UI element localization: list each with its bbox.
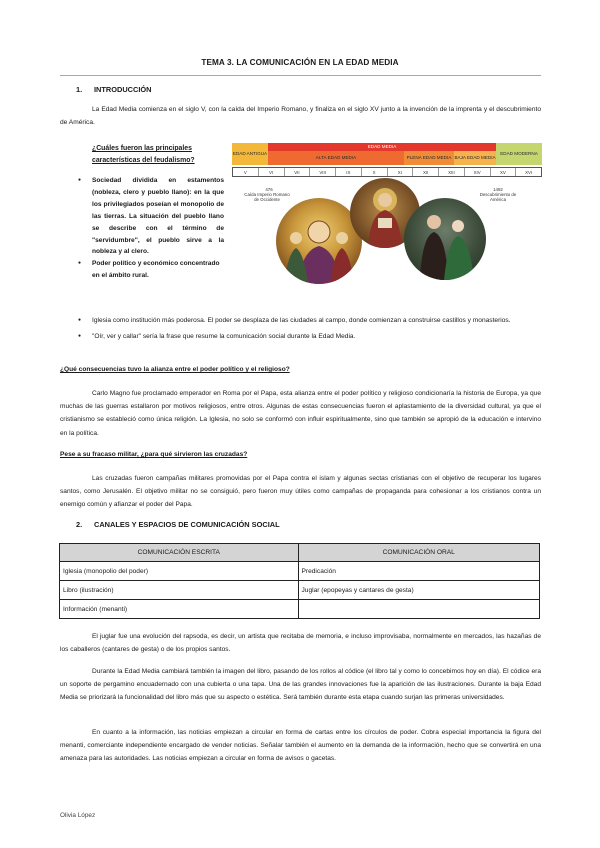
alliance-paragraph: Carlo Magno fue proclamado emperador en Roma por el Papa, esta alianza entre el poder político y religioso condicionaría la historia de Europa, ya que muchas de las guerras estallaron por motivos religiosos, entre otros. Algunas de estas consecuencias fueron el aplastamiento de la diversidad cultural, ya que el cristianismo se estableció como única religión. La Iglesia, no solo se conformó con influir espiritualmente, sino que también se apropió de la educación e intervino en la política.: [60, 390, 541, 437]
timeline-note-476-year: 476: [265, 187, 273, 192]
alliance-question: ¿Qué consecuencias tuvo la alianza entre el poder político y el religioso?: [60, 366, 290, 373]
section-number: 2.: [76, 520, 83, 529]
century-tick: VI: [259, 168, 285, 176]
feudalism-list: [78, 175, 224, 282]
section-number: 1.: [76, 85, 83, 94]
timeline-segment: EDAD MEDIA: [268, 143, 496, 151]
century-tick: XII: [413, 168, 439, 176]
century-tick: V: [233, 168, 259, 176]
list-item: ● Poder político y económico concentrado en el ámbito rural.: [78, 258, 224, 282]
timeline-segment: ALTA EDAD MEDIA: [268, 151, 404, 165]
page-footer-author: Olivia López: [60, 812, 96, 819]
list-item: ● Sociedad dividida en estamentos (nobleza, clero y pueblo llano): en la que los privilegiados poseían el monopolio de las tierras. La situación del pueblo llano se describe con el término de "servidumbre", el pueblo sirve a la nobleza y al clero.: [78, 175, 224, 258]
list-item: ● "Oír, ver y callar" sería la frase que resume la comunicación social durante la Edad Media.: [78, 331, 548, 343]
timeline-segment: EDAD MODERNA: [496, 143, 542, 165]
crusades-question: Pese a su fracaso militar, ¿para qué sirvieron las cruzadas?: [60, 451, 248, 458]
middle-ages-timeline: [232, 143, 542, 183]
table-row: [60, 562, 540, 581]
list-item: ● Iglesia como institución más poderosa. El poder se desplaza de las ciudades al campo, donde comienzan a construirse castillos y monasterios.: [78, 315, 548, 327]
crusades-paragraph: Las cruzadas fueron campañas militares promovidas por el Papa contra el islam y algunas sectas cristianas con el objetivo de recuperar los lugares santos, como Jerusalén. El objetivo militar no se consiguió, pero fueron muy útiles como campañas de propaganda para cohesionar a los cristianos contra un enemigo común y afianzar el poder del Papa.: [60, 475, 541, 509]
table-header: COMUNICACIÓN ESCRITA: [60, 544, 299, 562]
table-row: [60, 581, 540, 600]
century-tick: XVI: [525, 170, 533, 175]
century-tick: XIV: [465, 168, 491, 176]
table-cell: Predicación: [298, 562, 540, 581]
renaissance-painting-image: [404, 198, 486, 280]
century-tick: X: [362, 168, 388, 176]
feudalism-list-continued: [78, 315, 548, 343]
timeline-note-1492-year: 1492: [493, 187, 503, 192]
section-heading-1: [76, 85, 151, 94]
juglar-paragraph: El juglar fue una evolución del rapsoda, es decir, un artista que recitaba de memoria, e incluso improvisaba, normalmente en mercados, las hazañas de los caballeros (cantares de gesta) o de los propios santos.: [60, 633, 541, 654]
feudalism-question: ¿Cuáles fueron las principales características del feudalismo?: [92, 145, 195, 164]
communication-table: [59, 543, 540, 619]
section-heading-2: [76, 520, 280, 529]
intro-paragraph: La Edad Media comienza en el siglo V, con la caída del Imperio Romano, y finaliza en el siglo XV junto a la invención de la imprenta y el descubrimiento de América.: [60, 106, 541, 127]
table-cell: [298, 600, 540, 619]
century-tick: XI: [388, 168, 414, 176]
timeline-segment: PLENA EDAD MEDIA: [404, 151, 454, 165]
table-cell: Juglar (epopeyas y cantares de gesta): [298, 581, 540, 600]
table-row: [60, 600, 540, 619]
century-tick: VIII: [310, 168, 336, 176]
book-paragraph: Durante la Edad Media cambiará también la imagen del libro, pasando de los rollos al códice (el libro tal y como lo concebimos hoy en día). El códice era un soporte de pergamino encuadernado con una cubierta o una tapa. Una de las grandes innovaciones fue la aparición de las ilustraciones. Durante la baja Edad Media se priorizará la funcionalidad del libro más que su aspecto o estética. Será también durante esta etapa cuando surjan las primeras universidades.: [60, 668, 541, 702]
table-header: COMUNICACIÓN ORAL: [298, 544, 540, 562]
century-scale: [232, 167, 542, 177]
title-divider: [60, 75, 541, 76]
document-title: TEMA 3. LA COMUNICACIÓN EN LA EDAD MEDIA: [201, 58, 399, 67]
century-tick: IX: [336, 168, 362, 176]
timeline-segment: EDAD ANTIGUA: [232, 143, 268, 165]
section-title: CANALES Y ESPACIOS DE COMUNICACIÓN SOCIAL: [94, 520, 280, 529]
timeline-segment: BAJA EDAD MEDIA: [454, 151, 496, 165]
table-cell: Iglesia (monopolio del poder): [60, 562, 299, 581]
timeline-note-476-text: Caída Imperio Romano de Occidente: [244, 192, 290, 202]
table-header-row: [60, 544, 540, 562]
century-tick: XIII: [439, 168, 465, 176]
table-cell: Libro (ilustración): [60, 581, 299, 600]
century-tick: VII: [285, 168, 311, 176]
section-title: INTRODUCCIÓN: [94, 85, 152, 94]
century-tick: XV: [491, 168, 517, 176]
table-cell: Información (menanti): [60, 600, 299, 619]
timeline-note-1492-text: Descubrimiento de América: [479, 192, 517, 202]
news-paragraph: En cuanto a la información, las noticias empiezan a circular en forma de cartas entre los círculos de poder. Cobra especial importancia la figura del menanti, comerciante independiente encargado de vender noticias. Señalar también el aumento en la demanda de la información, hecho que se convertirá en una amenaza para las autoridades. Las noticias empiezan a circular en forma de avisos o gacetas.: [60, 729, 541, 763]
